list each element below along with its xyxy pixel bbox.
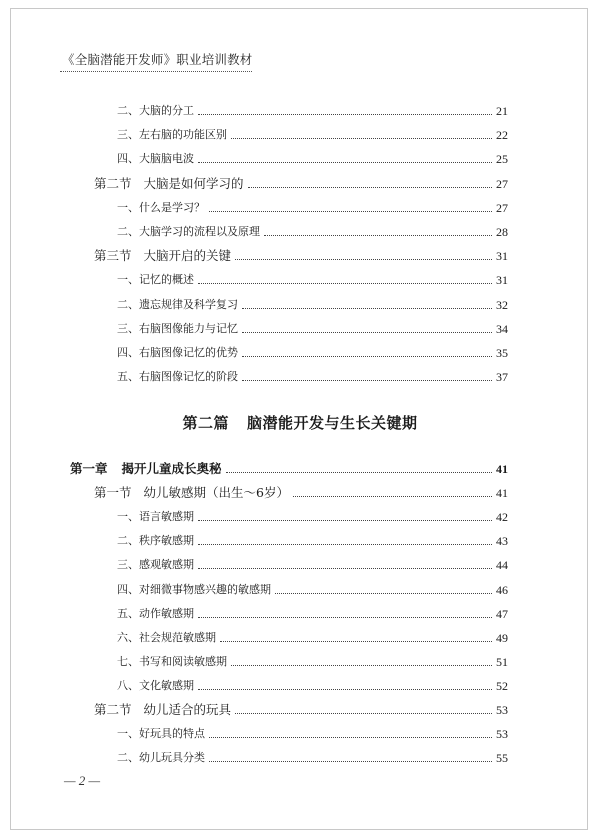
toc-entry-page: 44: [496, 558, 508, 573]
toc-entry-item: [117, 321, 508, 336]
toc-entry-text: 六、社会规范敏感期: [117, 630, 216, 644]
toc-entry-text: 三、左右脑的功能区别: [117, 128, 227, 142]
toc-entry-title: [117, 510, 194, 524]
toc-entry-text: 幼儿适合的玩具: [143, 702, 232, 717]
dot-leader: [198, 162, 492, 163]
toc-entry-page: 47: [496, 606, 508, 621]
toc-entry-text: 三、感观敏感期: [117, 558, 194, 572]
dot-leader: [198, 283, 492, 284]
toc-entry-item: [117, 678, 508, 693]
toc-entry-title: [94, 177, 244, 191]
toc-entry-section: [94, 485, 508, 500]
toc-entry-page: 27: [496, 176, 508, 191]
part-number: 第二篇: [182, 414, 229, 432]
toc-entry-text: 四、大脑脑电波: [117, 152, 194, 166]
toc-entry-text: 二、大脑的分工: [117, 104, 194, 117]
dot-leader: [198, 520, 492, 521]
toc-entry-item: [117, 297, 508, 312]
toc-entry-text: 一、语言敏感期: [117, 510, 194, 524]
toc-entry-page: 27: [496, 200, 508, 215]
toc-entry-title: [70, 462, 222, 476]
dot-leader: [231, 138, 492, 139]
toc-entry-title: [117, 346, 238, 360]
toc-entry-page: 41: [496, 462, 508, 476]
toc-entry-page: 35: [496, 346, 508, 360]
toc-entry-page: 22: [496, 128, 508, 143]
toc-entry-title: [94, 249, 231, 263]
dot-leader: [235, 259, 492, 260]
toc-entry-item: [117, 127, 508, 142]
toc-entry-text: 一、什么是学习？: [117, 200, 205, 214]
dot-leader: [209, 211, 492, 212]
dot-leader: [242, 380, 492, 381]
toc-entry-text: 一、记忆的概述: [117, 273, 194, 287]
toc-entry-title: [94, 486, 289, 500]
toc-entry-page: 55: [496, 751, 508, 766]
toc-entry-text: 二、幼儿玩具分类: [117, 751, 205, 765]
toc-entry-label: 第一节: [94, 485, 132, 501]
toc-entry-chapter: [70, 461, 508, 476]
toc-entry-page: 52: [496, 678, 508, 693]
toc-entry-item: [117, 200, 508, 215]
toc-entry-item: [117, 726, 508, 741]
toc-entry-text: 二、遗忘规律及科学复习: [117, 297, 238, 311]
toc-entry-item: [117, 509, 508, 524]
toc-entry-item: [117, 272, 508, 287]
toc-entry-page: 32: [496, 297, 508, 312]
toc-entry-text: 五、动作敏感期: [117, 606, 194, 620]
toc-entry-label: 第三节: [94, 248, 132, 264]
toc-entry-text: 揭开儿童成长奥秘: [121, 461, 222, 476]
toc-entry-title: [117, 558, 194, 572]
dot-leader: [198, 544, 492, 545]
toc-entry-title: [117, 128, 227, 142]
toc-entry-title: [117, 273, 194, 287]
toc-entry-title: [117, 201, 205, 215]
toc-entry-item: [117, 630, 508, 645]
toc-entry-title: [117, 534, 194, 548]
dot-leader: [242, 356, 492, 357]
toc-entry-title: [117, 225, 260, 239]
dot-leader: [248, 187, 492, 188]
toc-entry-label: 第一章: [70, 461, 108, 476]
toc-entry-page: 53: [496, 727, 508, 742]
dot-leader: [220, 641, 492, 642]
dot-leader: [198, 568, 492, 569]
toc-entry-section: [94, 702, 508, 717]
dot-leader: [198, 617, 492, 618]
toc-entry-page: 31: [496, 249, 508, 264]
part-heading: [0, 412, 600, 433]
toc-entry-title: [117, 298, 238, 312]
toc-entry-section: [94, 176, 508, 191]
toc-entry-title: [117, 679, 194, 693]
toc-entry-title: [117, 607, 194, 621]
toc-entry-item: [117, 103, 508, 118]
toc-entry-title: [117, 152, 194, 166]
toc-entry-page: 53: [496, 703, 508, 717]
toc-entry-page: 28: [496, 225, 508, 239]
toc-entry-item: [117, 557, 508, 572]
dot-leader: [226, 472, 492, 473]
toc-entry-title: [117, 655, 227, 669]
toc-entry-text: 七、书写和阅读敏感期: [117, 654, 227, 668]
toc-entry-page: 37: [496, 370, 508, 385]
toc-entry-text: 幼儿敏感期（出生～6岁）: [143, 485, 289, 501]
toc-entry-text: 四、右脑图像记忆的优势: [117, 346, 238, 359]
toc-entry-text: 八、文化敏感期: [117, 678, 194, 692]
toc-entry-title: [117, 370, 238, 384]
dot-leader: [293, 496, 492, 497]
toc-entry-page: 46: [496, 582, 508, 597]
dot-leader: [198, 114, 492, 115]
toc-entry-item: [117, 654, 508, 669]
toc-entry-label: 第二节: [94, 175, 132, 191]
dot-leader: [231, 665, 492, 666]
toc-entry-text: 一、好玩具的特点: [117, 727, 205, 741]
toc-entry-item: [117, 750, 508, 765]
dot-leader: [242, 332, 492, 333]
toc-entry-text: 二、大脑学习的流程以及原理: [117, 225, 260, 238]
dot-leader: [209, 761, 492, 762]
part-title: 脑潜能开发与生长关键期: [247, 414, 418, 432]
toc-entry-page: 42: [496, 510, 508, 525]
toc-entry-page: 43: [496, 534, 508, 549]
toc-entry-text: 大脑是如何学习的: [143, 175, 244, 191]
toc-entry-item: [117, 224, 508, 239]
toc-entry-page: 41: [496, 486, 508, 501]
toc-entry-title: [117, 322, 238, 336]
toc-entry-title: [117, 727, 205, 741]
toc-entry-page: 31: [496, 273, 508, 288]
toc-entry-page: 49: [496, 630, 508, 645]
toc-entry-page: 34: [496, 321, 508, 336]
toc-entry-title: [94, 703, 231, 717]
toc-entry-text: 二、秩序敏感期: [117, 534, 194, 548]
toc-entry-page: 25: [496, 152, 508, 167]
toc-entry-text: 三、右脑图像能力与记忆: [117, 321, 238, 335]
dot-leader: [275, 593, 492, 594]
toc-entry-text: 四、对细微事物感兴趣的敏感期: [117, 582, 271, 596]
toc-entry-item: [117, 345, 508, 360]
toc-entry-title: [117, 631, 216, 645]
toc-entry-title: [117, 751, 205, 765]
toc-entry-label: 第二节: [94, 702, 132, 717]
toc-entry-page: 21: [496, 104, 508, 118]
dot-leader: [235, 713, 492, 714]
toc-entry-item: [117, 369, 508, 384]
toc-entry-item: [117, 582, 508, 597]
toc-entry-item: [117, 606, 508, 621]
toc-entry-text: 大脑开启的关键: [143, 248, 232, 264]
dot-leader: [209, 737, 492, 738]
running-header: 《全脑潜能开发师》职业培训教材: [62, 52, 253, 67]
dot-leader: [198, 689, 492, 690]
toc-entry-title: [117, 104, 194, 118]
page-number: — 2 —: [64, 773, 101, 788]
toc-entry-item: [117, 533, 508, 548]
toc-entry-title: [117, 583, 271, 597]
toc-entry-section: [94, 248, 508, 263]
dot-leader: [242, 308, 492, 309]
toc-entry-item: [117, 151, 508, 166]
toc-entry-page: 51: [496, 654, 508, 669]
dot-leader: [264, 235, 492, 236]
toc-entry-text: 五、右脑图像记忆的阶段: [117, 370, 238, 384]
